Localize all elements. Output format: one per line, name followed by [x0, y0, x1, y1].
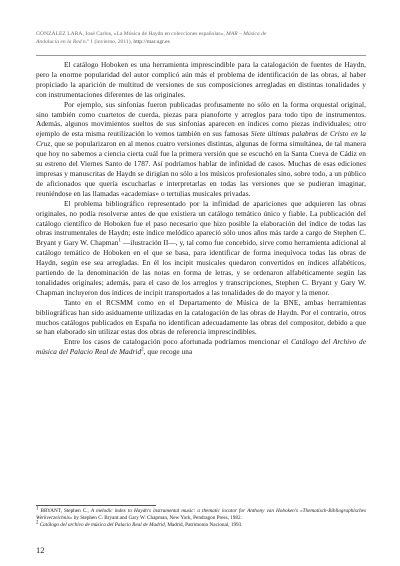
body-text	[36, 60, 366, 357]
italic-title: A melodic index to Haydn's instrumental music: a thematic locator for Anthony van Hoboken's «Thematisch-Bibliographisches Werkverzeichnis»	[36, 508, 366, 522]
footnote-ref[interactable]: 1	[118, 238, 121, 244]
paragraph	[36, 60, 366, 100]
text-run: , que se popularizaron en al menos cuatro versiones distintas, algunas de forma simultánea, de tal manera que hoy no sabemos a ciencia cierta cuál fue la primera versión que se escuchó en la Santa Cueva de Cádiz en su estreno del Viernes Santo de 1787. Así podríamos hablar de infinidad de casos. Muchas de esas ediciones impresas y manuscritas de Haydn se dirigían no sólo a los músicos profesionales sino, sobre todo, a un público de aficionados que quería escucharlas e interpretarlas en todas las versiones que se pudieran imaginar, reuniéndose en las llamadas «academias» o tertulias musicales privadas.	[36, 139, 366, 198]
footnote-ref[interactable]: 2	[36, 520, 39, 526]
text-run: —ilustración II—, y, tal como fue concebido, sirve como herramienta adicional al catálogo temático de Hoboken en el que se basa, para identificar de forma inequívoca todas las obras de Haydn, según ese sea arregladas. En él los incipit musicales quedaron convertidos en índices alfabéticos, partiendo de la denominación de las notas en forma de letras, y se ordenaron alfabéticamente según las tonalidades originales; además, para el caso de los arreglos y transcripciones, Stephen C. Bryant y Gary W. Chapman incluyeron dos índices de incipit transportados a las tonalidades de do mayor y la menor.	[36, 238, 366, 297]
header-url-link[interactable]: http://mar.ugr.es	[133, 39, 170, 45]
text-run: by Stephen C. Bryant and Gary W. Chapman, New York, Pendragon Press, 1982.	[72, 515, 242, 522]
footnote-ref[interactable]: 2	[141, 347, 144, 353]
paragraph	[36, 337, 366, 357]
text-run: El catálogo Hoboken es una herramienta imprescindible para la catalogación de fuentes de Haydn, pero la enorme popularidad del autor complicó aún más el problema de identificación de las obras, al haber propiciado la aparición de multitud de versiones de sus composiciones arregladas en distintas tonalidades y con instrumentaciones diferentes de las originales.	[36, 60, 366, 99]
footnote-ref[interactable]: 1	[36, 506, 39, 512]
italic-title: Siete últimas palabras de Cristo en la Cruz	[36, 129, 366, 149]
text-run: , Madrid, Patrimonio Nacional, 1993.	[164, 522, 243, 529]
header-journal: MAR – Música de	[226, 31, 267, 37]
header-line-1	[36, 30, 366, 38]
text-run: Por ejemplo, sus sinfonías fueron publicadas profusamente no sólo en la forma orquestal original, sino también como cuartetos de cuerda, piezas para pianoforte y arreglos para todo tipo de instrumentos. Además, algunos movimientos sueltos de sus sinfonías aparecen en índices como piezas individuales; otro ejemplo de esta misma reutilización lo vemos también en sus famosas	[36, 99, 366, 139]
footnote	[36, 522, 366, 529]
footnotes	[36, 508, 366, 529]
italic-title: Catálogo del Archivo de música del Palacio Real de Madrid	[36, 337, 366, 357]
page-number: 12	[36, 545, 45, 555]
text-run: Entre los casos de catalogación poco afortunada podríamos mencionar el	[64, 337, 291, 347]
header-journal-cont: Andalucía en la Red	[36, 39, 82, 45]
header-issue: n.º 1 (invierno, 2011),	[81, 39, 134, 45]
italic-title: Catálogo del archivo de música del Palacio Real de Madrid	[39, 522, 165, 529]
header-line-2	[36, 38, 366, 46]
paragraph	[36, 298, 366, 338]
footnote-rule	[36, 505, 156, 506]
text-run: El problema bibliográfico representado por la infinidad de apariciones que adquieren las obras originales, no podía resolverse antes de que existiera un catálogo temático único y fiable. La publicación del catálogo científico de Hoboken fue el paso necesario que hizo posible la elaboración del índice de todas las obras instrumentales de Haydn; este índice melódico apareció sólo unos años más tarde a cargo de Stephen C. Bryant y Gary W. Chapman	[36, 198, 366, 248]
paragraph	[36, 100, 366, 199]
text-run: Tanto en el RCSMM como en el Departamento de Música de la BNE, ambas herramientas bibliográficas han sido asiduamente utilizadas en la catalogación de las obras de Haydn. Por el contrario, otros muchos catálogos publicados en España no identifican adecuadamente las obras del compositor, debido a que se han elaborado sin utilizar estas dos obras de referencia imprescindibles.	[36, 297, 366, 337]
header-author: GONZÁLEZ LARA, José Carlos, «La Música de Haydn en colecciones españolas»,	[36, 31, 225, 37]
text-run: BRYANT, Stephen C.,	[38, 508, 91, 514]
paragraph	[36, 199, 366, 298]
running-header	[36, 30, 366, 52]
text-run: , que recoge una	[143, 347, 193, 357]
header-rule	[36, 55, 366, 56]
footnote	[36, 508, 366, 522]
